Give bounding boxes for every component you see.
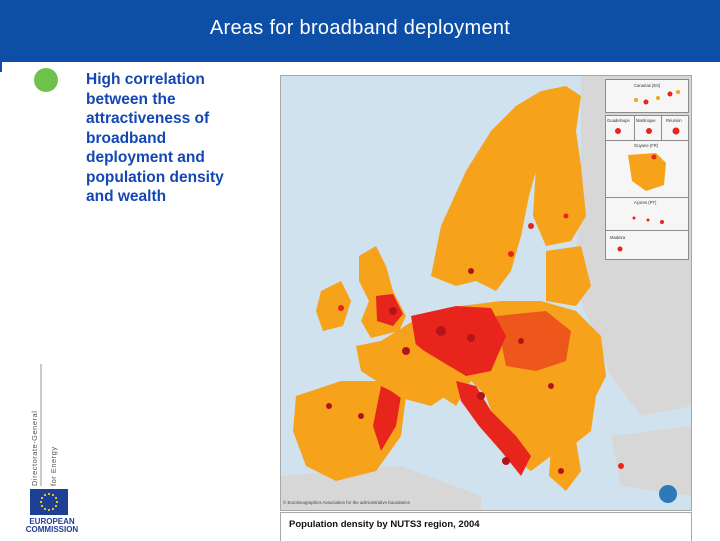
- guadeloupe-shape: [606, 116, 636, 142]
- svg-text:for Energy: for Energy: [49, 446, 58, 486]
- inset-madeira: [605, 230, 689, 260]
- dg-energy-logo: [24, 360, 64, 490]
- city-dot: [528, 223, 534, 229]
- city-dot: [477, 392, 485, 400]
- city-dot: [548, 383, 554, 389]
- bullet-line: deployment and: [86, 149, 205, 166]
- inset-guyane: [605, 140, 689, 198]
- city-dot: [518, 338, 524, 344]
- city-dot: [326, 403, 332, 409]
- inset-label: Réunion: [666, 118, 682, 123]
- inset-martinique: [634, 115, 662, 141]
- map-caption: Population density by NUTS3 region, 2004: [289, 519, 480, 530]
- great-britain: [359, 246, 406, 338]
- svg-text:Directorate-General: Directorate-General: [30, 410, 39, 486]
- header-bar: [0, 0, 720, 62]
- bullet-text: [86, 70, 266, 207]
- city-dot: [508, 251, 514, 257]
- bullet-icon: [34, 68, 58, 92]
- guyane-shape: [606, 141, 690, 199]
- greece: [549, 441, 581, 491]
- inset-guadeloupe: [605, 115, 635, 141]
- eu-flag-icon: [30, 489, 68, 515]
- bullet-line: and wealth: [86, 188, 167, 205]
- inset-label: Madeira: [610, 235, 626, 240]
- bullet-line: population density: [86, 168, 224, 186]
- city-dot: [389, 307, 397, 315]
- header-edge-mark: [0, 62, 2, 72]
- inset-reunion: [661, 115, 689, 141]
- martinique-shape: [635, 116, 663, 142]
- eu-commission-text: EUROPEAN COMMISSION: [25, 517, 79, 534]
- map-caption-box: [280, 512, 692, 541]
- city-dot: [436, 326, 446, 336]
- bullet-line: High correlation: [86, 71, 205, 88]
- bullet-line: broadband: [86, 129, 167, 147]
- city-dot: [618, 463, 624, 469]
- page-title: Areas for broadband deployment: [209, 17, 511, 39]
- city-dot: [564, 214, 569, 219]
- city-dot: [467, 334, 475, 342]
- canarias-shape: [606, 80, 690, 114]
- city-dot: [558, 468, 564, 474]
- inset-canarias: [605, 79, 689, 113]
- outermost-regions-insets: [605, 79, 689, 261]
- population-density-map: [280, 75, 692, 511]
- non-eu-land-turkey: [611, 426, 691, 496]
- inset-label: Canarias (ES): [634, 83, 661, 88]
- map-credit: © EuroGeographics Association for the administrative boundaries: [283, 500, 410, 505]
- city-dot: [502, 457, 510, 465]
- city-dot: [358, 413, 364, 419]
- city-dot: [468, 268, 474, 274]
- acores-shape: [606, 198, 690, 232]
- bullet-line: between the: [86, 90, 176, 108]
- madeira-shape: [606, 231, 690, 261]
- inset-label: Açores (PT): [634, 200, 657, 205]
- inset-acores: [605, 197, 689, 231]
- inset-label: Guyane (FR): [634, 143, 659, 148]
- reunion-shape: [662, 116, 690, 142]
- city-dot: [402, 347, 410, 355]
- inset-label: Martinique: [636, 118, 656, 123]
- ireland: [316, 281, 351, 331]
- inset-label: Guadeloupe: [607, 118, 630, 123]
- city-dot: [338, 305, 344, 311]
- bullet-line: attractiveness of: [86, 110, 210, 127]
- eurogeographics-logo-icon: [659, 485, 677, 503]
